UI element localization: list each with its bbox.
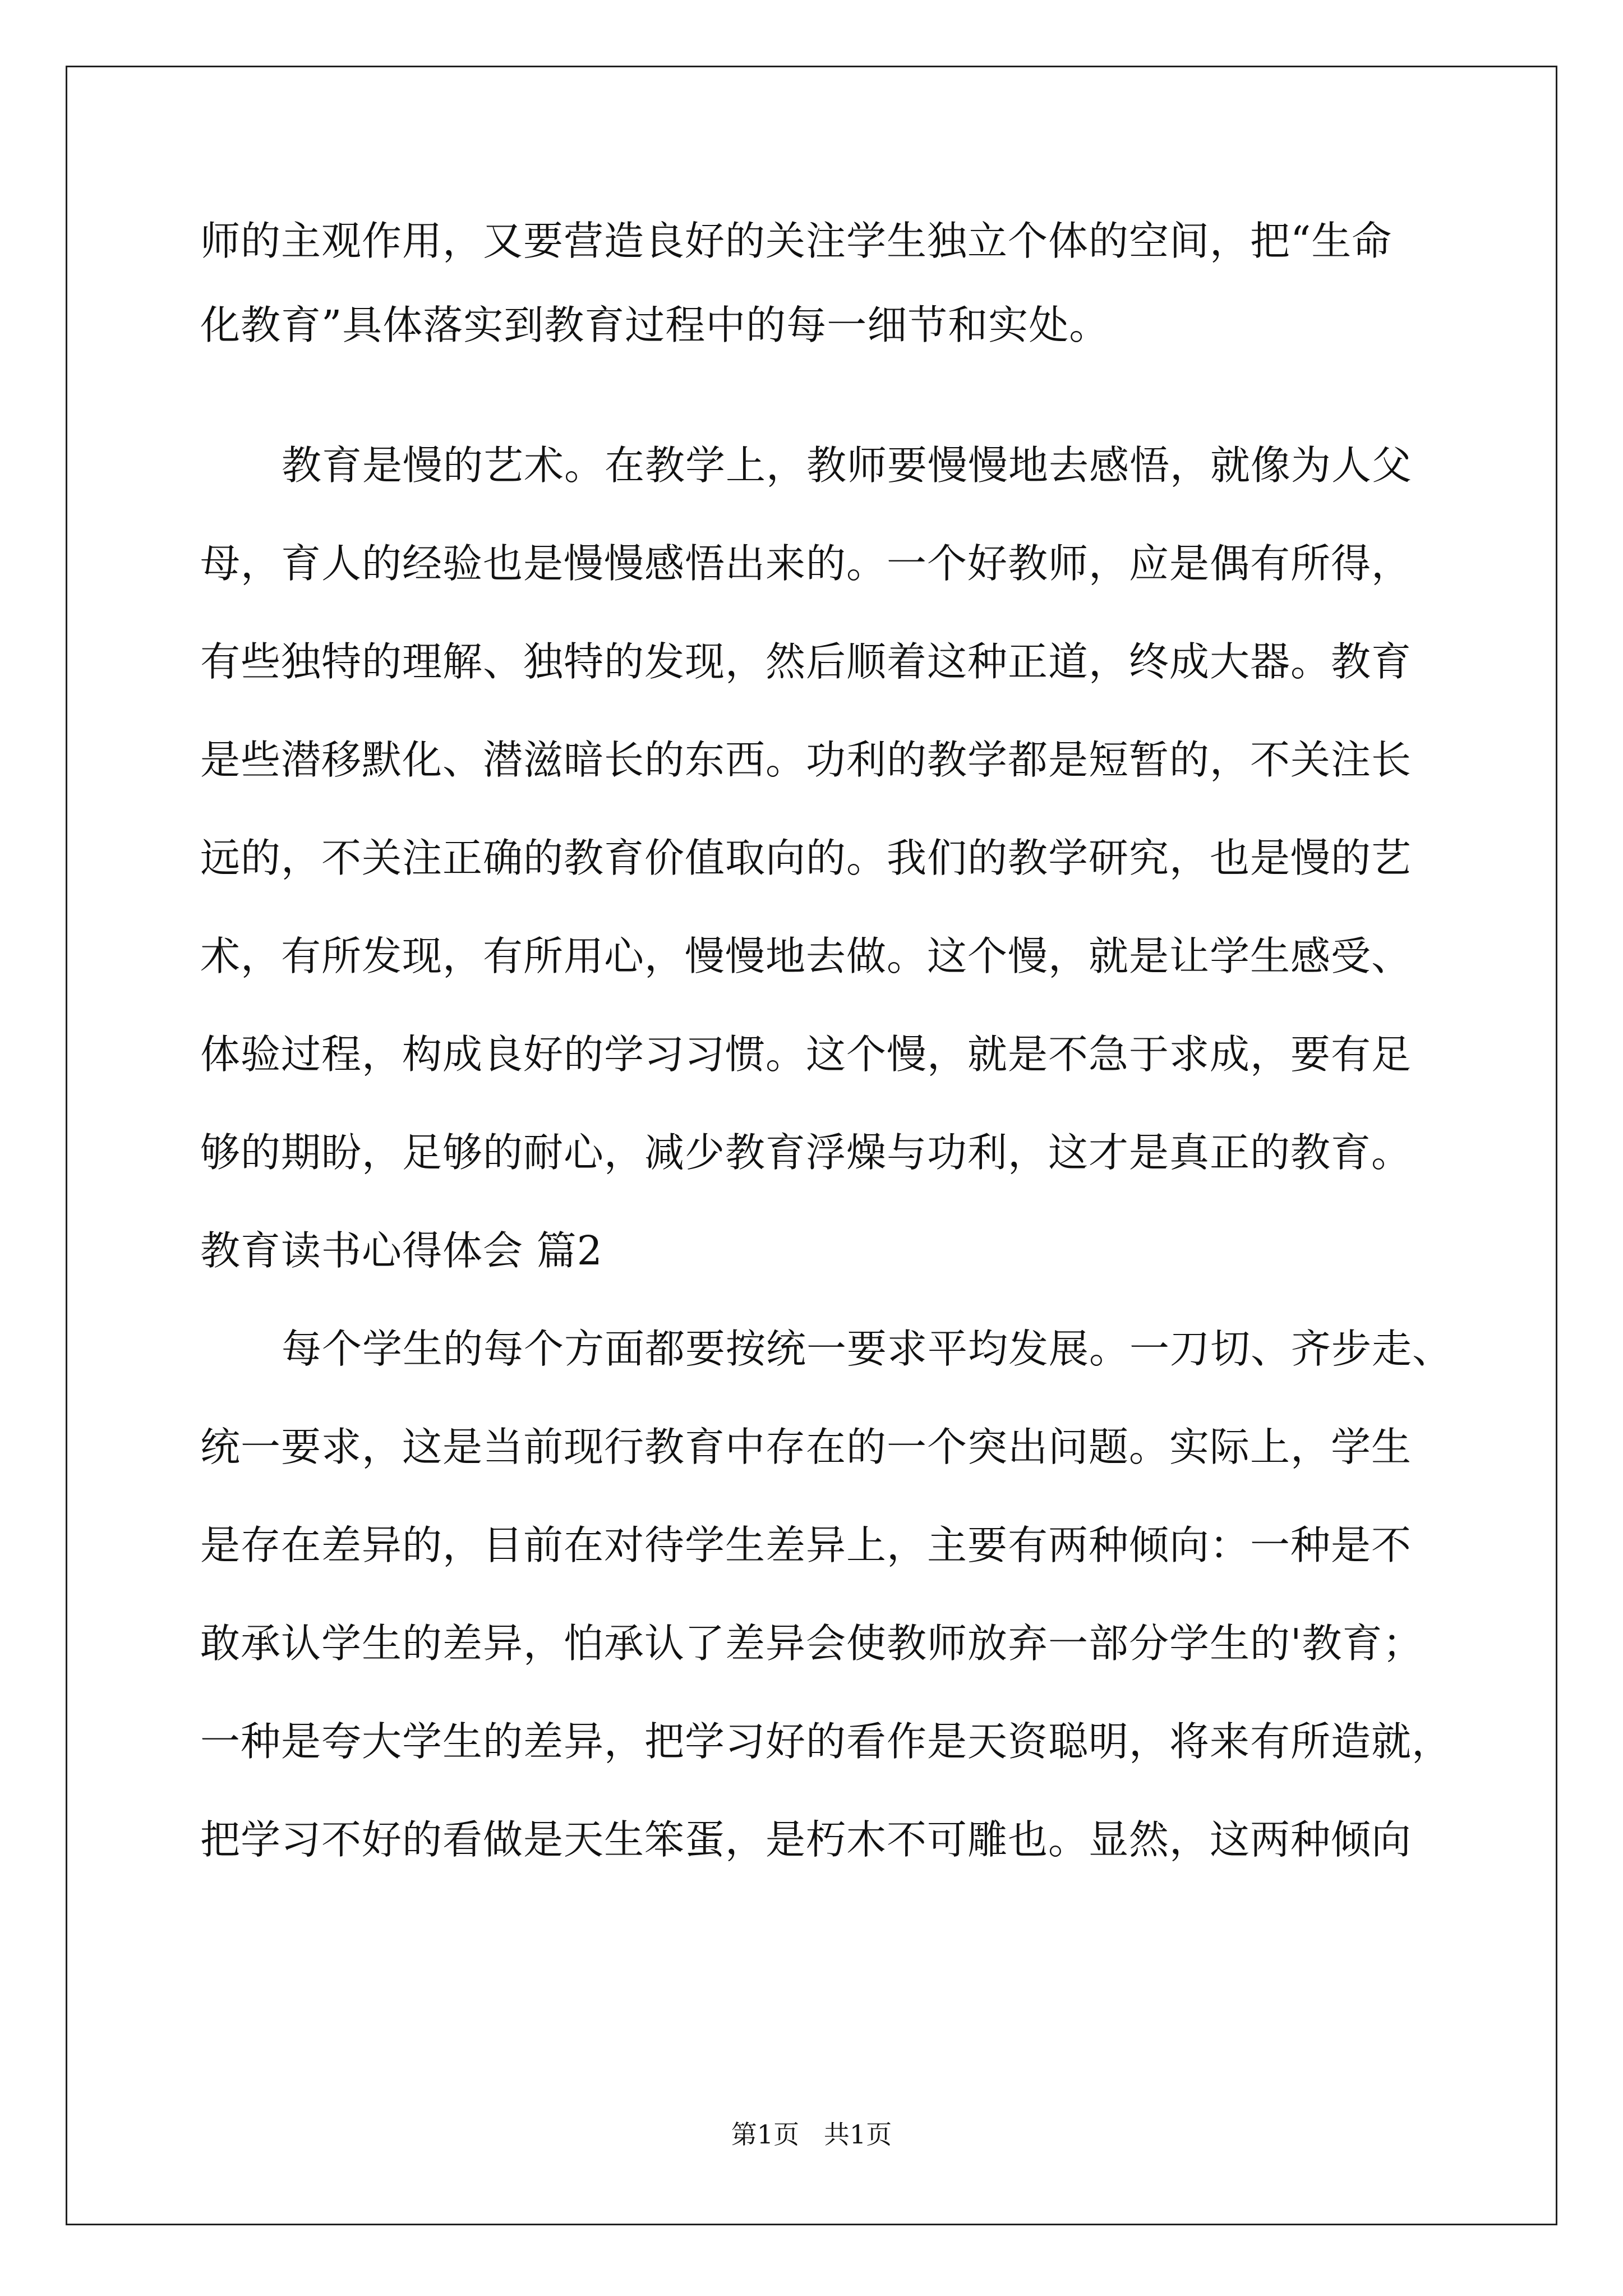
- paragraph-line: 母，育人的经验也是慢慢感悟出来的。一个好教师，应是偶有所得，: [200, 540, 1412, 587]
- paragraph-line: 是些潜移默化、潜滋暗长的东西。功利的教学都是短暂的，不关注长: [200, 737, 1412, 783]
- paragraph-line: 师的主观作用，又要营造良好的关注学生独立个体的空间，把“生命: [200, 218, 1393, 264]
- paragraph-line: 一种是夸大学生的差异，把学习好的看作是天资聪明，将来有所造就，: [200, 1718, 1453, 1765]
- paragraph-line: 体验过程，构成良好的学习习惯。这个慢，就是不急于求成，要有足: [200, 1031, 1412, 1078]
- paragraph-line: 化教育”具体落实到教育过程中的每一细节和实处。: [200, 302, 1110, 348]
- paragraph-line: 每个学生的每个方面都要按统一要求平均发展。一刀切、齐步走、: [282, 1326, 1453, 1372]
- paragraph-line: 够的期盼，足够的耐心，减少教育浮燥与功利，这才是真正的教育。: [200, 1129, 1412, 1176]
- paragraph-line: 把学习不好的看做是天生笨蛋，是朽木不可雕也。显然，这两种倾向: [200, 1816, 1412, 1863]
- paragraph-line: 敢承认学生的差异，怕承认了差异会使教师放弃一部分学生的'教育；: [200, 1620, 1423, 1667]
- paragraph-line: 术，有所发现，有所用心，慢慢地去做。这个慢，就是让学生感受、: [200, 933, 1412, 979]
- paragraph-line: 有些独特的理解、独特的发现，然后顺着这种正道，终成大器。教育: [200, 638, 1412, 685]
- paragraph-line: 远的，不关注正确的教育价值取向的。我们的教学研究，也是慢的艺: [200, 835, 1412, 881]
- section-heading: 教育读书心得体会 篇2: [200, 1227, 603, 1274]
- paragraph-line: 是存在差异的，目前在对待学生差异上，主要有两种倾向：一种是不: [200, 1522, 1412, 1568]
- paragraph-line: 统一要求，这是当前现行教育中存在的一个突出问题。实际上，学生: [200, 1424, 1412, 1470]
- page-footer: 第1页 共1页: [731, 2119, 892, 2150]
- paragraph-line: 教育是慢的艺术。在教学上，教师要慢慢地去感悟，就像为人父: [282, 442, 1413, 489]
